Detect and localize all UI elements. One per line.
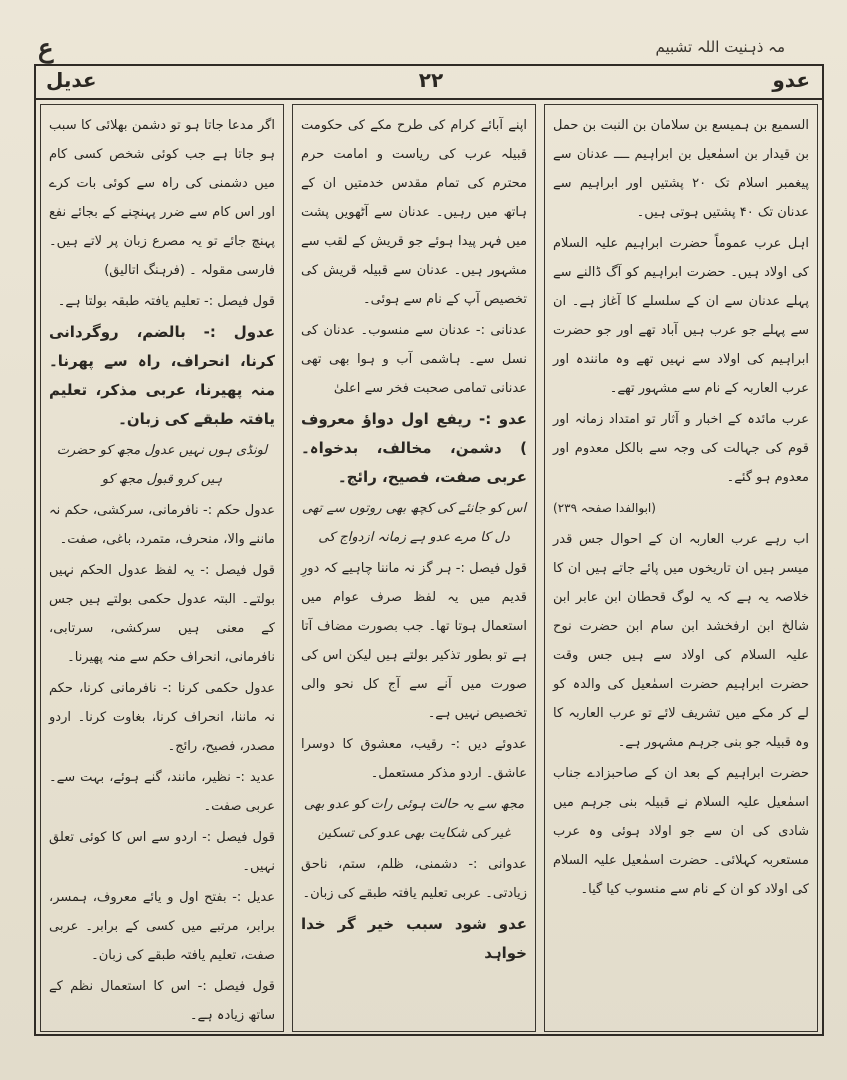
- paragraph: قول فیصل :- ہر گز نہ ماننا چاہیے کہ دورِ قدیم میں یہ لفظ صرف عوام میں استعمال ہوتا تھا۔ جب بصورت مضاف آتا ہے تو بطور تذکیر بولتے ہیں لیکن اس کی صورت میں آنے سے آج کل نحو والی تخصیص نہیں ہے۔: [301, 561, 527, 721]
- paragraph: اپنے آبائے کرام کی طرح مکے کی حکومت قبیلہ عرب کی ریاست و امامت حرم محترم کی تمام مقدس خدمتیں ان کے ہاتھ میں رہیں۔ عدنان سے آٹھویں پشت میں فہر پیدا ہوئے جو قریش کے لقب سے مشہور ہیں۔ عدنان سے قبیلہ قریش کی تخصیص آپ کے نام سے ہوئی۔: [301, 118, 527, 307]
- handwritten-top-note: مہ ذہنیت اللہ تشبیم: [655, 38, 785, 56]
- text-column-right: [544, 104, 818, 1032]
- paragraph: اگر مدعا جاتا ہو تو دشمن بھلائی کا سبب ہو جاتا ہے جب کوئی شخص کسی کام میں دشمنی کی راہ سے کوئی بات کرے اور اس کام سے ضرر پہنچنے کے بجائے نفع پہنچ جائے تو یہ مصرع زبان پر لاتے ہیں۔ فارسی مقولہ ۔ (فرہنگ اتالیق): [49, 118, 275, 278]
- dictionary-entry: عدول حکمی کرنا :- نافرمانی کرنا، حکم نہ ماننا، انحراف کرنا، بغاوت کرنا۔ اردو مصدر، فصیح، رائج۔: [49, 681, 275, 754]
- dictionary-entry: عدول :- بالضم، روگردانی کرنا، انحراف، راہ سے پھرنا۔ منہ پھیرنا، عربی مذکر، تعلیم یافتہ طبقے کی زبان۔: [49, 323, 275, 428]
- running-head-left: عدیل: [46, 68, 97, 92]
- text-column-left: [40, 104, 284, 1032]
- paragraph: اہل عرب عموماً حضرت ابراہیم علیہ السلام کی اولاد ہیں۔ حضرت ابراہیم کو آگ ڈالنے سے پہلے عدنان سے ان کے سلسلے کا آغاز ہے۔ ان سے پہلے جو عرب ہیں آباد تھے اور جو حضرت ابراہیم کی اولاد سے نہیں تھے وہ مانندہ اور عرب العاربہ کے نام سے مشہور تھے۔: [553, 236, 809, 396]
- proverb: عدو شود سبب خیر گر خدا خواہد: [301, 915, 527, 962]
- paragraph: حضرت ابراہیم کے بعد ان کے صاحبزادے جناب اسمٰعیل علیہ السلام نے قبیلہ بنی جرہم میں شادی کی ان سے جو اولاد ہوئی وہ عرب مستعربہ کہلائی۔ حضرت اسمٰعیل علیہ السلام کی اولاد کو ان کے نام سے منسوب کیا گیا۔: [553, 766, 809, 897]
- dictionary-entry: عدوانی :- دشمنی، ظلم، ستم، ناحق زیادتی۔ عربی تعلیم یافتہ طبقے کی زبان۔: [301, 857, 527, 901]
- dictionary-entry: عدید :- نظیر، مانند، گنے ہوئے، بہت سے۔ عربی صفت۔: [49, 770, 275, 814]
- paragraph: قول فیصل :- اردو سے اس کا کوئی تعلق نہیں۔: [49, 830, 275, 874]
- citation: (ابوالفدا صفحہ ۲۳۹): [553, 501, 656, 515]
- paragraph: عرب مائدہ کے اخبار و آثار تو امتداد زمانہ اور قوم کی جہالت کی وجہ سے بالکل معدوم اور معدوم ہو گئے۔: [553, 412, 809, 485]
- dictionary-entry: عدنانی :- عدنان سے منسوب۔ عدنان کی نسل سے۔ ہاشمی آب و ہوا بھی تھی عدنانی تمامی صحبت فخر سے اعلیٰ: [301, 323, 527, 396]
- verse: مجھ سے یہ حالت ہوئی رات کو عدو بھی غیر کی شکایت بھی عدو کی تسکین: [303, 797, 525, 841]
- dictionary-entry: عدو :- ریفع اول دواؤ معروف ) دشمن، مخالف، بدخواہ۔ عربی صفت، فصیح، رائج۔: [301, 410, 527, 486]
- paragraph: قول فیصل :- اس کا استعمال نظم کے ساتھ زیادہ ہے۔: [49, 979, 275, 1023]
- paragraph: قول فیصل :- یہ لفظ عدول الحکم نہیں بولتے۔ البتہ عدول حکمی بولتے ہیں جس کے معنی ہیں سرکشی، سرتابی، نافرمانی، انحراف حکم سے منہ پھیرنا۔: [49, 563, 275, 665]
- page-number: ۲۲: [418, 68, 444, 92]
- corner-letter-mark: ع: [38, 34, 54, 64]
- dictionary-entry: عدول حکم :- نافرمانی، سرکشی، حکم نہ ماننے والا، منحرف، متمرد، باغی، صفت۔: [49, 503, 275, 547]
- paragraph: السمیع بن ہمیسع بن سلامان بن النبت بن حمل بن قیدار بن اسمٰعیل بن ابراہیم ــــ عدنان سے پیغمبر اسلام تک ۲۰ پشتیں اور ابراہیم سے عدنان تک ۴۰ پشتیں ہوتی ہیں۔: [553, 118, 809, 220]
- running-head-right: عدو: [772, 68, 810, 92]
- verse: لونڈی ہوں نہیں عدول مجھ کو حضرت ہیں کرو قبول مجھ کو: [56, 443, 268, 487]
- text-column-middle: [292, 104, 536, 1032]
- paragraph: قول فیصل :- تعلیم یافتہ طبقہ بولتا ہے۔: [57, 294, 275, 309]
- dictionary-entry: عدیل :- بفتح اول و یائے معروف، ہمسر، برابر، مرتبے میں کسی کے برابر۔ عربی صفت، تعلیم یافتہ طبقے کی زبان۔: [49, 890, 275, 963]
- running-header: [34, 64, 824, 100]
- verse: اس کو جانئے کی کچھ بھی روتوں سے تھی دل کا مرے عدو ہے زمانہ ازدواج کی: [301, 501, 527, 545]
- paragraph: اب رہے عرب العاربہ ان کے احوال جس قدر میسر ہیں ان تاریخوں میں پائے جاتے ہیں ان کا خلاصہ یہ ہے کہ یہ لوگ قحطان ابن عابر ابن شالخ ابن ارفخشد ابن سام ابن حضرت نوح علیہ السلام کی اولاد سے ہیں جس وقت حضرت ابراہیم حضرت اسمٰعیل کی والدہ کو لے کر مکے میں تشریف لائے تو عرب العاربہ کا وہ قبیلہ جو بنی جرہم مشہور ہے۔: [553, 532, 809, 750]
- dictionary-entry: عدوئے دیں :- رقیب، معشوق کا دوسرا عاشق۔ اردو مذکر مستعمل۔: [301, 737, 527, 781]
